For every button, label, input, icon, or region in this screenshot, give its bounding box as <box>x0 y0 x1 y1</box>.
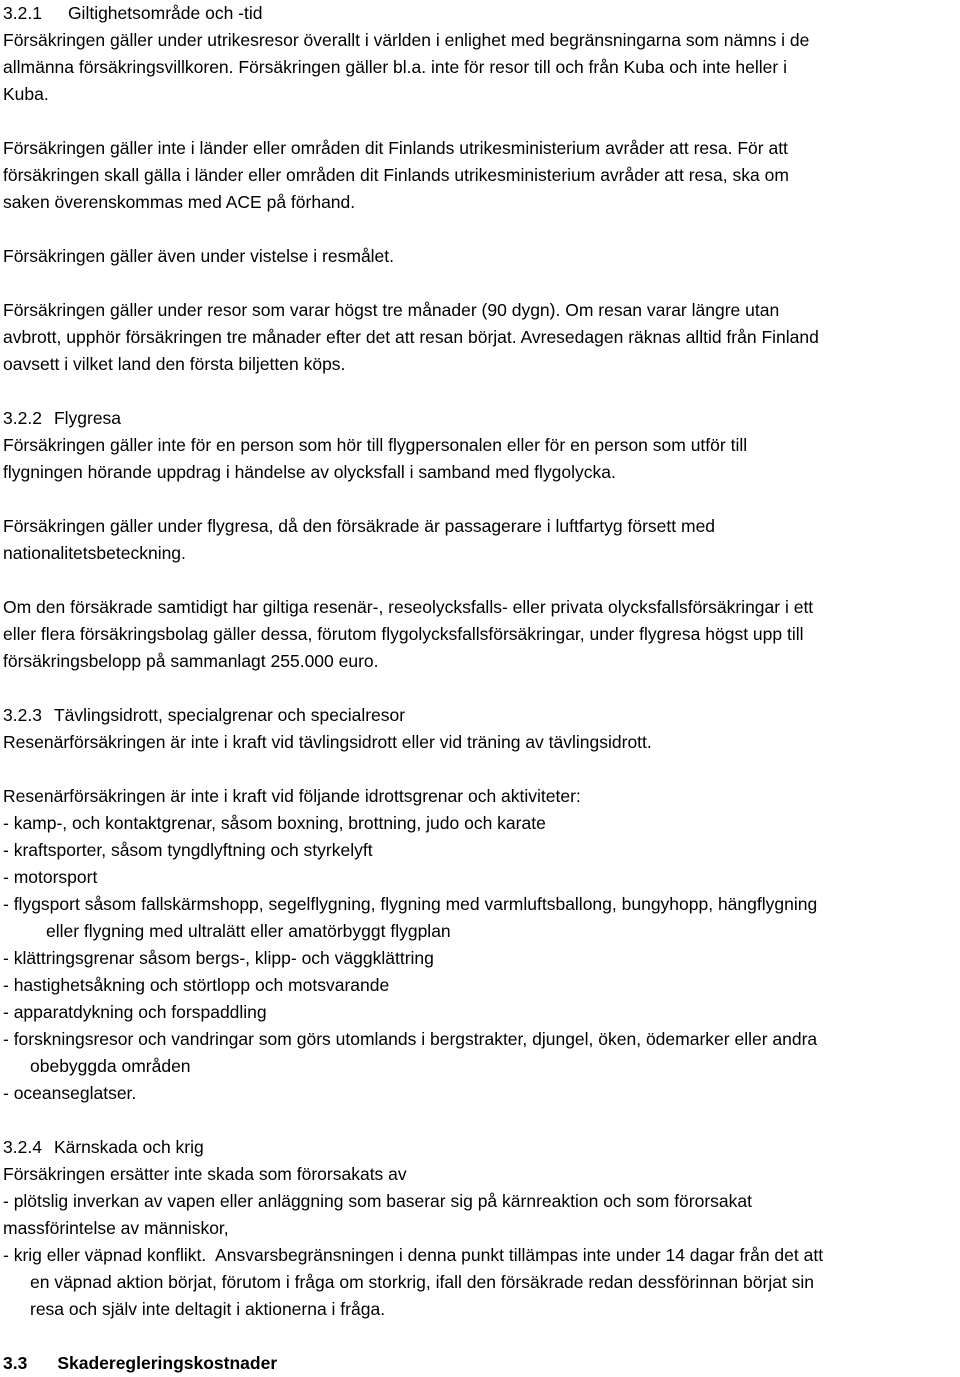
paragraph-line: Försäkringen ersätter inte skada som förorsakats av <box>3 1164 407 1184</box>
heading-text: Kärnskada och krig <box>53 1137 204 1157</box>
list-item-continuation: massförintelse av människor, <box>3 1218 229 1238</box>
paragraph-line: eller flera försäkringsbolag gäller dessa, förutom flygolycksfallsförsäkringar, under flygresa högst upp till <box>3 624 804 644</box>
paragraph-line: Försäkringen gäller under resor som varar högst tre månader (90 dygn). Om resan varar längre utan <box>3 300 780 320</box>
list-item: - forskningsresor och vandringar som görs utomlands i bergstrakter, djungel, öken, ödemarker eller andra <box>3 1029 818 1049</box>
section-heading-3-2-2 <box>3 405 960 432</box>
heading-number: 3.3 <box>3 1353 28 1373</box>
paragraph-line: nationalitetsbeteckning. <box>3 543 186 563</box>
list-item-continuation: en väpnad aktion börjat, förutom i fråga om storkrig, ifall den försäkrade redan dessförinnan börjat sin <box>30 1272 815 1292</box>
list-item: - kraftsporter, såsom tyngdlyftning och styrkelyft <box>3 840 373 860</box>
list-item: - flygsport såsom fallskärmshopp, segelflygning, flygning med varmluftsballong, bungyhopp, hängflygning <box>3 894 818 914</box>
list-item: - plötslig inverkan av vapen eller anläggning som baserar sig på kärnreaktion och som förorsakat <box>3 1191 753 1211</box>
list-item: - motorsport <box>3 867 98 887</box>
paragraph-line: avbrott, upphör försäkringen tre månader efter det att resan börjat. Avresedagen räknas alltid från Finland <box>3 327 819 347</box>
paragraph-line: Försäkringen gäller inte i länder eller områden dit Finlands utrikesministerium avråder att resa. För att <box>3 138 788 158</box>
heading-text: Flygresa <box>53 408 122 428</box>
list-item: - apparatdykning och forspaddling <box>3 1002 267 1022</box>
paragraph-line: Försäkringen gäller inte för en person som hör till flygpersonalen eller för en person som utför till <box>3 435 748 455</box>
section-heading-3-2-1 <box>3 0 960 27</box>
heading-number: 3.2.4 <box>3 1137 42 1157</box>
list-item: - hastighetsåkning och störtlopp och motsvarande <box>3 975 390 995</box>
paragraph-line: allmänna försäkringsvillkoren. Försäkringen gäller bl.a. inte för resor till och från Kuba och inte heller i <box>3 57 787 77</box>
paragraph-line: försäkringen skall gälla i länder eller områden dit Finlands utrikesministerium avråder att resa, ska om <box>3 165 789 185</box>
heading-text: Skaderegleringskostnader <box>57 1353 278 1373</box>
paragraph-line: Resenärförsäkringen är inte i kraft vid följande idrottsgrenar och aktiviteter: <box>3 786 581 806</box>
paragraph-line: Resenärförsäkringen är inte i kraft vid tävlingsidrott eller vid träning av tävlingsidrott. <box>3 732 652 752</box>
paragraph-line: Om den försäkrade samtidigt har giltiga resenär-, reseolycksfalls- eller privata olycksfallsförsäkringar i ett <box>3 597 814 617</box>
heading-number: 3.2.1 <box>3 3 42 23</box>
list-item-continuation: obebyggda områden <box>30 1056 191 1076</box>
list-item: - oceanseglatser. <box>3 1083 137 1103</box>
paragraph-line: oavsett i vilket land den första biljetten köps. <box>3 354 346 374</box>
heading-number: 3.2.2 <box>3 408 42 428</box>
section-heading-3-2-3 <box>3 702 960 729</box>
paragraph-line: Försäkringen gäller under utrikesresor överallt i världen i enlighet med begränsningarna som nämns i de <box>3 30 810 50</box>
list-item-continuation: resa och själv inte deltagit i aktionerna i fråga. <box>30 1299 386 1319</box>
section-heading-3-2-4 <box>3 1134 960 1161</box>
heading-number: 3.2.3 <box>3 705 42 725</box>
paragraph-line: Försäkringen gäller även under vistelse i resmålet. <box>3 246 395 266</box>
heading-text: Giltighetsområde och -tid <box>67 3 263 23</box>
list-item: - krig eller väpnad konflikt. Ansvarsbegränsningen i denna punkt tillämpas inte under 14 dagar från det att <box>3 1245 824 1265</box>
list-item: - kamp-, och kontaktgrenar, såsom boxning, brottning, judo och karate <box>3 813 546 833</box>
paragraph-line: flygningen hörande uppdrag i händelse av olycksfall i samband med flygolycka. <box>3 462 616 482</box>
paragraph-line: saken överenskommas med ACE på förhand. <box>3 192 356 212</box>
heading-text: Tävlingsidrott, specialgrenar och specialresor <box>53 705 406 725</box>
paragraph-line: Kuba. <box>3 84 49 104</box>
list-item-continuation: eller flygning med ultralätt eller amatörbyggt flygplan <box>46 921 451 941</box>
paragraph-line: Försäkringen gäller under flygresa, då den försäkrade är passagerare i luftfartyg försett med <box>3 516 716 536</box>
list-item: - klättringsgrenar såsom bergs-, klipp- och väggklättring <box>3 948 434 968</box>
paragraph-line: försäkringsbelopp på sammanlagt 255.000 euro. <box>3 651 379 671</box>
